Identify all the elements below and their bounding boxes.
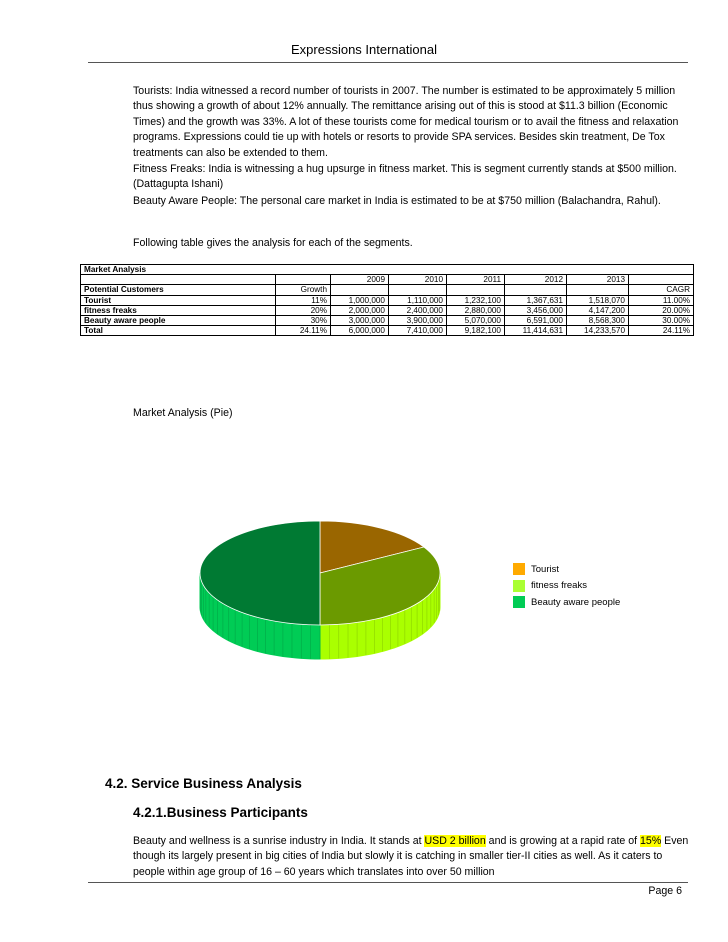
- market-analysis-table: [80, 264, 694, 336]
- row-value: 7,410,000: [389, 326, 447, 336]
- legend-label: Tourist: [531, 563, 559, 575]
- row-value: 3,900,000: [389, 316, 447, 326]
- fitness-paragraph: Fitness Freaks: India is witnessing a hug upsurge in fitness market. This is segment currently stands at $500 million. (Dattagupta Ishani): [133, 163, 677, 191]
- footer-rule: [88, 882, 688, 883]
- legend-item: [513, 594, 620, 611]
- row-value: 14,233,570: [567, 326, 629, 336]
- highlighted-rate: 15%: [640, 835, 662, 847]
- row-value: 1,518,070: [567, 295, 629, 305]
- row-value: 3,000,000: [331, 316, 389, 326]
- year-header: 2012: [505, 275, 567, 285]
- row-value: 2,880,000: [447, 305, 505, 315]
- chart-title: Market Analysis (Pie): [133, 407, 233, 419]
- row-value: 2,000,000: [331, 305, 389, 315]
- header-rule: [88, 62, 688, 63]
- row-value: 9,182,100: [447, 326, 505, 336]
- paragraph-text: Even though its largely present in big cities of India but slowly it is catching in smaller tier-II cities as well. As it caters to people within age group of 16 – 60 years which translates into over 50 million: [133, 835, 689, 878]
- table-row: [81, 295, 694, 305]
- table-column-header-row: [81, 285, 694, 295]
- paragraph-text: Beauty and wellness is a sunrise industry in India. It stands at: [133, 835, 425, 847]
- subsection-title: Business Participants: [166, 805, 308, 820]
- table-intro-text: Following table gives the analysis for each of the segments.: [133, 237, 413, 249]
- legend-label: Beauty aware people: [531, 596, 621, 608]
- chart-legend: [513, 561, 620, 611]
- document-header-title: Expressions International: [291, 42, 437, 57]
- row-value: 1,232,100: [447, 295, 505, 305]
- row-cagr: 24.11%: [629, 326, 694, 336]
- section-heading: [105, 776, 302, 791]
- section-number: 4.2.: [105, 776, 128, 791]
- row-cagr: 20.00%: [629, 305, 694, 315]
- cagr-header: CAGR: [629, 285, 694, 295]
- year-header: 2013: [567, 275, 629, 285]
- row-growth: 24.11%: [276, 326, 331, 336]
- row-value: 6,000,000: [331, 326, 389, 336]
- table-row: [81, 316, 694, 326]
- row-value: 6,591,000: [505, 316, 567, 326]
- row-growth: 11%: [276, 295, 331, 305]
- row-value: 5,070,000: [447, 316, 505, 326]
- row-name: Total: [81, 326, 276, 336]
- table-title: Market Analysis: [81, 265, 694, 275]
- tourists-paragraph: Tourists: India witnessed a record number of tourists in 2007. The number is estimated to be approximately 5 million thus showing a growth of about 12% annually. The remittance arising out of this is stood at $11.3 billion (Economic Times) and the growth was 33%. A lot of these tourists come for medical tourism or to avail the fitness and relaxation programs. Expressions could tie up with hotels or resorts to provide SPA services. Besides skin treatment, De Tox treatments can also be extended to them.: [133, 85, 679, 159]
- section-title: Service Business Analysis: [131, 776, 302, 791]
- legend-item: [513, 578, 620, 595]
- growth-header: Growth: [276, 285, 331, 295]
- potential-customers-header: Potential Customers: [81, 285, 276, 295]
- row-name: Tourist: [81, 295, 276, 305]
- business-participants-paragraph: [133, 834, 693, 880]
- table-year-header-row: [81, 275, 694, 285]
- table-row: [81, 305, 694, 315]
- legend-swatch: [513, 580, 525, 592]
- row-name: Beauty aware people: [81, 316, 276, 326]
- legend-swatch: [513, 563, 525, 575]
- row-value: 8,568,300: [567, 316, 629, 326]
- subsection-heading: [133, 805, 308, 820]
- row-cagr: 30.00%: [629, 316, 694, 326]
- beauty-paragraph: Beauty Aware People: The personal care market in India is estimated to be at $750 million (Balachandra, Rahul).: [133, 195, 661, 207]
- row-value: 4,147,200: [567, 305, 629, 315]
- row-value: 11,414,631: [505, 326, 567, 336]
- row-growth: 20%: [276, 305, 331, 315]
- paragraph-text: and is growing at a rapid rate of: [485, 835, 641, 847]
- highlighted-amount: USD 2 billion: [424, 835, 486, 847]
- legend-label: fitness freaks: [531, 580, 587, 592]
- year-header: 2011: [447, 275, 505, 285]
- row-value: 2,400,000: [389, 305, 447, 315]
- table-total-row: [81, 326, 694, 336]
- legend-swatch: [513, 596, 525, 608]
- subsection-number: 4.2.1.: [133, 805, 167, 820]
- row-cagr: 11.00%: [629, 295, 694, 305]
- row-growth: 30%: [276, 316, 331, 326]
- row-value: 3,456,000: [505, 305, 567, 315]
- year-header: 2009: [331, 275, 389, 285]
- row-value: 1,110,000: [389, 295, 447, 305]
- row-value: 1,000,000: [331, 295, 389, 305]
- legend-item: [513, 561, 620, 578]
- pie-chart: [190, 520, 450, 670]
- row-value: 1,367,631: [505, 295, 567, 305]
- year-header: 2010: [389, 275, 447, 285]
- page-number: Page 6: [648, 885, 682, 897]
- row-name: fitness freaks: [81, 305, 276, 315]
